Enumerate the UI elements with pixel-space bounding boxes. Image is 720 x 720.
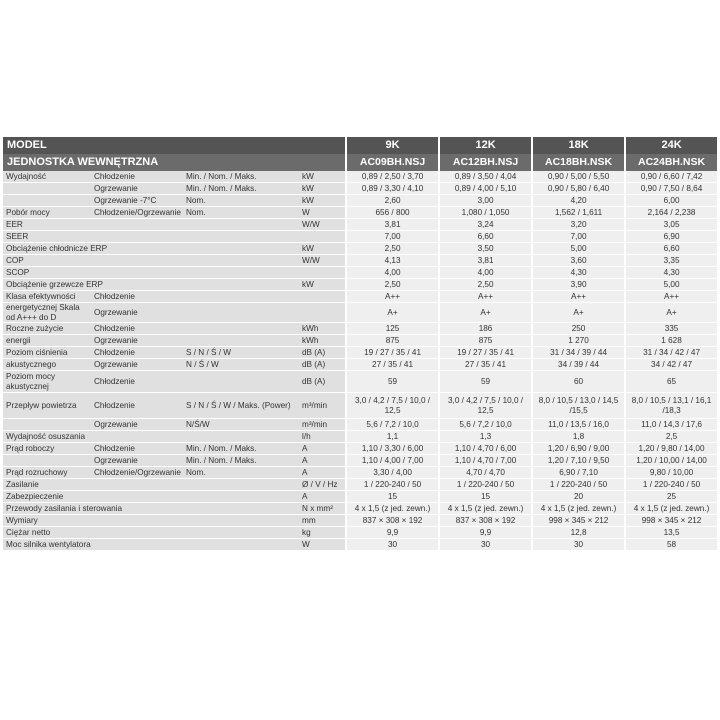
row-value: 3,0 / 4,2 / 7,5 / 10,0 / 12,5 [345,393,438,419]
row-value: 2,5 [624,431,717,443]
row-label: Wydajność [3,171,91,183]
row-unit: W [299,207,345,219]
row-label: Obciążenie chłodnicze ERP [3,243,299,255]
row-sublabel: Chłodzenie/Ogrzewanie [91,467,183,479]
row-value: 1,20 / 10,00 / 14,00 [624,455,717,467]
spec-row [3,195,717,207]
row-value: 0,89 / 3,50 / 4,04 [438,171,531,183]
row-label: SCOP [3,267,299,279]
row-value: 4,30 [624,267,717,279]
row-label: Przepływ powietrza [3,393,91,419]
row-value: 6,00 [624,195,717,207]
row-value: 3,50 [438,243,531,255]
row-value: 4 x 1,5 (z jed. zewn.) [438,503,531,515]
row-value: 1,20 / 7,10 / 9,50 [531,455,624,467]
spec-row [3,371,717,393]
indoor-header-row [3,154,717,171]
row-unit: m³/min [299,393,345,419]
row-value: 3,81 [438,255,531,267]
row-value: 2,60 [345,195,438,207]
row-value: A+ [624,303,717,323]
row-unit: kW [299,183,345,195]
spec-row [3,323,717,335]
row-value: 1,10 / 4,00 / 7,00 [345,455,438,467]
spec-row [3,527,717,539]
row-label: Roczne zużycie [3,323,91,335]
row-sublabel: Ogrzewanie -7°C [91,195,183,207]
row-condition: Min. / Nom. / Maks. [183,183,299,195]
row-label [3,455,91,467]
row-value: 2,164 / 2,238 [624,207,717,219]
row-value: 5,6 / 7,2 / 10,0 [438,419,531,431]
row-condition: S / N / Ś / W / Maks. (Power) [183,393,299,419]
row-value: 1,1 [345,431,438,443]
row-unit: W/W [299,255,345,267]
row-label: Ciężar netto [3,527,299,539]
row-value: A+ [531,303,624,323]
row-value: 9,9 [345,527,438,539]
row-value: 4,20 [531,195,624,207]
row-value: 4,00 [438,267,531,279]
row-value: 5,00 [531,243,624,255]
row-value: 998 × 345 × 212 [531,515,624,527]
row-value: 250 [531,323,624,335]
row-label: energii [3,335,91,347]
row-value: 7,00 [531,231,624,243]
row-label: Wymiary [3,515,299,527]
row-value: 0,90 / 5,80 / 6,40 [531,183,624,195]
row-label [3,195,91,207]
row-value: 1 / 220-240 / 50 [624,479,717,491]
row-unit: kWh [299,323,345,335]
model-header-row [3,137,717,154]
row-unit [299,303,345,323]
row-value: 1 / 220-240 / 50 [345,479,438,491]
model-name: 24K [624,137,717,154]
row-sublabel: Ogrzewanie [91,335,183,347]
row-condition: Nom. [183,195,299,207]
row-unit: dB (A) [299,371,345,393]
row-condition [183,303,299,323]
row-unit: m³/min [299,419,345,431]
row-sublabel: Ogrzewanie [91,303,183,323]
row-value: A+ [345,303,438,323]
row-value: 3,90 [531,279,624,291]
row-value: 3,0 / 4,2 / 7,5 / 10,0 / 12,5 [438,393,531,419]
row-value: 0,89 / 2,50 / 3,70 [345,171,438,183]
row-value: 9,9 [438,527,531,539]
row-unit: l/h [299,431,345,443]
row-unit: Ø / V / Hz [299,479,345,491]
row-label [3,419,91,431]
row-label: Zasilanie [3,479,299,491]
spec-row [3,291,717,303]
model-name: 18K [531,137,624,154]
row-value: 30 [531,539,624,551]
row-value: 1,3 [438,431,531,443]
row-value: 8,0 / 10,5 / 13,1 / 16,1 /18,3 [624,393,717,419]
spec-row [3,443,717,455]
row-value: 998 × 345 × 212 [624,515,717,527]
row-value: 58 [624,539,717,551]
row-label: Przewody zasilania i sterowania [3,503,299,515]
row-value: 4 x 1,5 (z jed. zewn.) [345,503,438,515]
row-value: 3,30 / 4,00 [345,467,438,479]
row-value: 4,70 / 4,70 [438,467,531,479]
row-unit: A [299,443,345,455]
row-value: 1,10 / 3,30 / 6,00 [345,443,438,455]
row-sublabel: Ogrzewanie [91,419,183,431]
row-sublabel: Chłodzenie [91,323,183,335]
row-value: 59 [345,371,438,393]
row-label: Prąd roboczy [3,443,91,455]
row-value: 6,60 [438,231,531,243]
row-label: akustycznego [3,359,91,371]
row-value: 4,30 [531,267,624,279]
row-value: 0,89 / 3,30 / 4,10 [345,183,438,195]
row-value: 7,00 [345,231,438,243]
row-unit: kW [299,279,345,291]
spec-row [3,279,717,291]
row-unit: N x mm² [299,503,345,515]
model-code: AC12BH.NSJ [438,154,531,171]
row-value: 13,5 [624,527,717,539]
row-sublabel: Chłodzenie [91,171,183,183]
row-label: Zabezpieczenie [3,491,299,503]
row-label: Prąd rozruchowy [3,467,91,479]
row-sublabel: Ogrzewanie [91,455,183,467]
row-sublabel: Chłodzenie [91,371,183,393]
row-condition: Min. / Nom. / Maks. [183,455,299,467]
spec-row [3,335,717,347]
row-value: 2,50 [345,279,438,291]
spec-row [3,467,717,479]
row-value: 11,0 / 13,5 / 16,0 [531,419,624,431]
row-value: 2,50 [438,279,531,291]
model-name: 9K [345,137,438,154]
row-sublabel: Ogrzewanie [91,183,183,195]
spec-row [3,347,717,359]
row-condition [183,335,299,347]
row-value: 1,10 / 4,70 / 6,00 [438,443,531,455]
row-value: 335 [624,323,717,335]
row-value: 60 [531,371,624,393]
row-condition: Min. / Nom. / Maks. [183,443,299,455]
row-sublabel: Chłodzenie/Ogrzewanie [91,207,183,219]
spec-row [3,455,717,467]
row-value: 2,50 [345,243,438,255]
row-value: 1 / 220-240 / 50 [531,479,624,491]
row-value: 20 [531,491,624,503]
row-value: 3,60 [531,255,624,267]
row-value: 125 [345,323,438,335]
spec-row [3,419,717,431]
row-value: 875 [438,335,531,347]
row-unit: kW [299,195,345,207]
spec-row [3,431,717,443]
row-label: Obciążenie grzewcze ERP [3,279,299,291]
row-value: 15 [438,491,531,503]
row-condition [183,323,299,335]
spec-row [3,219,717,231]
row-value: 3,20 [531,219,624,231]
model-label: MODEL [3,137,345,154]
row-condition [183,371,299,393]
row-sublabel: Chłodzenie [91,443,183,455]
row-label: Pobór mocy [3,207,91,219]
row-unit: dB (A) [299,347,345,359]
row-value: 19 / 27 / 35 / 41 [345,347,438,359]
row-value: 4 x 1,5 (z jed. zewn.) [624,503,717,515]
row-condition: Min. / Nom. / Maks. [183,171,299,183]
row-condition: Nom. [183,207,299,219]
row-value: 15 [345,491,438,503]
row-value: 25 [624,491,717,503]
row-value: 30 [345,539,438,551]
spec-row [3,171,717,183]
row-value: 0,90 / 5,00 / 5,50 [531,171,624,183]
row-value: 837 × 308 × 192 [345,515,438,527]
row-unit: kWh [299,335,345,347]
row-unit: kW [299,171,345,183]
row-value: 31 / 34 / 42 / 47 [624,347,717,359]
model-code: AC09BH.NSJ [345,154,438,171]
row-value: 186 [438,323,531,335]
row-sublabel: Ogrzewanie [91,359,183,371]
row-condition: Nom. [183,467,299,479]
model-name: 12K [438,137,531,154]
row-value: 1,080 / 1,050 [438,207,531,219]
row-value: A++ [531,291,624,303]
row-value: 3,35 [624,255,717,267]
row-value: 34 / 39 / 44 [531,359,624,371]
spec-row [3,491,717,503]
row-value: 3,81 [345,219,438,231]
spec-row [3,359,717,371]
row-unit: W [299,539,345,551]
row-label: Poziom ciśnienia [3,347,91,359]
row-value: 1 628 [624,335,717,347]
row-value: 0,90 / 7,50 / 8,64 [624,183,717,195]
row-unit: dB (A) [299,359,345,371]
row-label: energetycznej Skala od A+++ do D [3,303,91,323]
row-unit: mm [299,515,345,527]
row-value: 31 / 34 / 39 / 44 [531,347,624,359]
spec-row [3,207,717,219]
spec-row [3,243,717,255]
spec-row [3,303,717,323]
row-value: 4,00 [345,267,438,279]
row-value: 9,80 / 10,00 [624,467,717,479]
row-unit: A [299,467,345,479]
row-unit: A [299,455,345,467]
row-value: A+ [438,303,531,323]
row-value: 59 [438,371,531,393]
row-unit: kg [299,527,345,539]
row-value: 6,60 [624,243,717,255]
spec-row [3,515,717,527]
row-value: 3,05 [624,219,717,231]
row-value: 6,90 / 7,10 [531,467,624,479]
row-label: Wydajność osuszania [3,431,299,443]
row-label: SEER [3,231,299,243]
row-label: EER [3,219,299,231]
row-condition: S / N / Ś / W [183,347,299,359]
row-value: 5,00 [624,279,717,291]
spec-table [3,137,717,551]
row-sublabel: Chłodzenie [91,393,183,419]
row-unit: W/W [299,219,345,231]
row-label: COP [3,255,299,267]
row-value: 3,00 [438,195,531,207]
model-code: AC18BH.NSK [531,154,624,171]
row-value: 1 270 [531,335,624,347]
row-condition: N / Ś / W [183,359,299,371]
row-value: 19 / 27 / 35 / 41 [438,347,531,359]
row-unit [299,267,345,279]
spec-row [3,393,717,419]
row-value: 1,8 [531,431,624,443]
row-value: A++ [438,291,531,303]
row-value: 0,90 / 6,60 / 7,42 [624,171,717,183]
row-unit: kW [299,243,345,255]
row-value: 1,20 / 6,90 / 9,00 [531,443,624,455]
row-value: 30 [438,539,531,551]
row-value: 1 / 220-240 / 50 [438,479,531,491]
row-value: 11,0 / 14,3 / 17,6 [624,419,717,431]
row-value: A++ [345,291,438,303]
row-value: 1,562 / 1,611 [531,207,624,219]
row-value: 12,8 [531,527,624,539]
row-condition: N/Ś/W [183,419,299,431]
spec-row [3,539,717,551]
row-value: 1,20 / 9,80 / 14,00 [624,443,717,455]
row-value: 5,6 / 7,2 / 10,0 [345,419,438,431]
row-value: 8,0 / 10,5 / 13,0 / 14,5 /15,5 [531,393,624,419]
row-label: Moc silnika wentylatora [3,539,299,551]
row-label [3,183,91,195]
indoor-unit-label: JEDNOSTKA WEWNĘTRZNA [3,154,345,171]
row-value: 1,10 / 4,70 / 7,00 [438,455,531,467]
row-unit: A [299,491,345,503]
row-value: 656 / 800 [345,207,438,219]
spec-row [3,267,717,279]
spec-row [3,479,717,491]
row-label: Klasa efektywności [3,291,91,303]
row-value: 875 [345,335,438,347]
row-value: 0,89 / 4,00 / 5,10 [438,183,531,195]
row-value: 6,90 [624,231,717,243]
row-value: 65 [624,371,717,393]
row-value: 4,13 [345,255,438,267]
row-condition [183,291,299,303]
spec-row [3,255,717,267]
spec-row [3,183,717,195]
row-label: Poziom mocy akustycznej [3,371,91,393]
spec-row [3,503,717,515]
row-value: 837 × 308 × 192 [438,515,531,527]
row-unit [299,231,345,243]
model-code: AC24BH.NSK [624,154,717,171]
row-sublabel: Chłodzenie [91,347,183,359]
spec-row [3,231,717,243]
row-value: 4 x 1,5 (z jed. zewn.) [531,503,624,515]
spec-body [3,137,717,551]
row-value: 27 / 35 / 41 [345,359,438,371]
row-unit [299,291,345,303]
row-sublabel: Chłodzenie [91,291,183,303]
row-value: 3,24 [438,219,531,231]
row-value: 34 / 42 / 47 [624,359,717,371]
row-value: A++ [624,291,717,303]
row-value: 27 / 35 / 41 [438,359,531,371]
